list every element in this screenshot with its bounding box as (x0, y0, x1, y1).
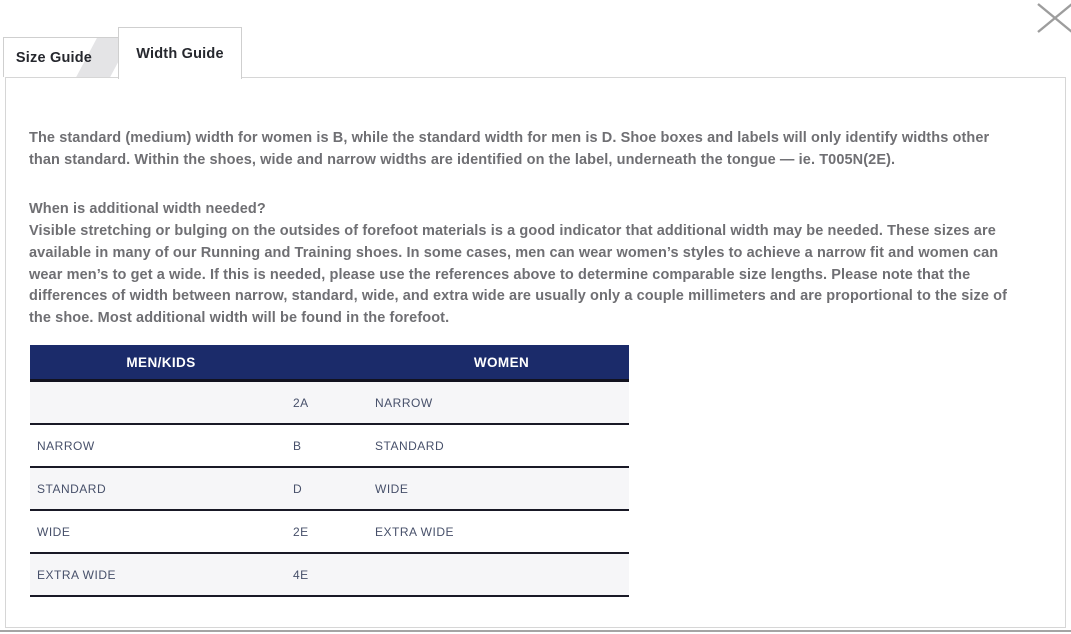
cell-width-code: 2E (293, 524, 309, 539)
cell-width-code: B (293, 438, 302, 453)
width-table-header (30, 345, 629, 382)
table-row (30, 468, 629, 511)
paragraph-additional-width: Visible stretching or bulging on the outsides of forefoot materials is a good indicator that additional width may be needed. These sizes are available in many of our Running and Training shoes. In some cases, men can wear women’s styles to achieve a narrow fit and women can wear men’s to get a wide. If this is needed, please use the references above to determine comparable size lengths. Please note that the differences of width between narrow, standard, wide, and extra wide are usually only a couple millimeters and are proportional to the size of the shoe. Most additional width will be found in the forefoot. (29, 223, 1008, 326)
width-guide-copy (29, 128, 1021, 330)
tab-width-guide-label: Width Guide (136, 45, 224, 62)
width-table (30, 345, 629, 597)
paragraph-standard-width: The standard (medium) width for women is B, while the standard width for men is D. Shoe boxes and labels will only identify widths other than standard. Within the shoes, wide and narrow widths are identified on the label, underneath the tongue — ie. T005N(2E). (29, 130, 990, 168)
width-table-body (30, 382, 629, 597)
cell-men-kids: WIDE (37, 524, 71, 539)
cell-women: WIDE (375, 481, 409, 496)
table-row (30, 511, 629, 554)
cell-width-code: D (293, 481, 303, 496)
cell-women: EXTRA WIDE (375, 524, 455, 539)
width-guide-panel (5, 77, 1066, 628)
tab-width-guide[interactable] (118, 27, 242, 79)
cell-women: STANDARD (375, 438, 445, 453)
cell-men-kids: NARROW (37, 438, 95, 453)
table-row (30, 425, 629, 468)
header-women: WOMEN (473, 354, 530, 370)
header-men-kids: MEN/KIDS (126, 354, 196, 370)
bottom-divider (0, 630, 1071, 632)
close-icon[interactable] (1034, 1, 1071, 35)
table-row (30, 554, 629, 597)
cell-men-kids: STANDARD (37, 481, 107, 496)
cell-men-kids: EXTRA WIDE (37, 567, 117, 582)
table-row (30, 382, 629, 425)
cell-women: NARROW (375, 395, 433, 410)
cell-width-code: 4E (293, 567, 309, 582)
question-additional-width: When is additional width needed? (29, 201, 266, 218)
cell-width-code: 2A (293, 395, 309, 410)
tab-size-guide-label: Size Guide (15, 49, 93, 66)
tab-size-guide[interactable] (3, 37, 119, 77)
